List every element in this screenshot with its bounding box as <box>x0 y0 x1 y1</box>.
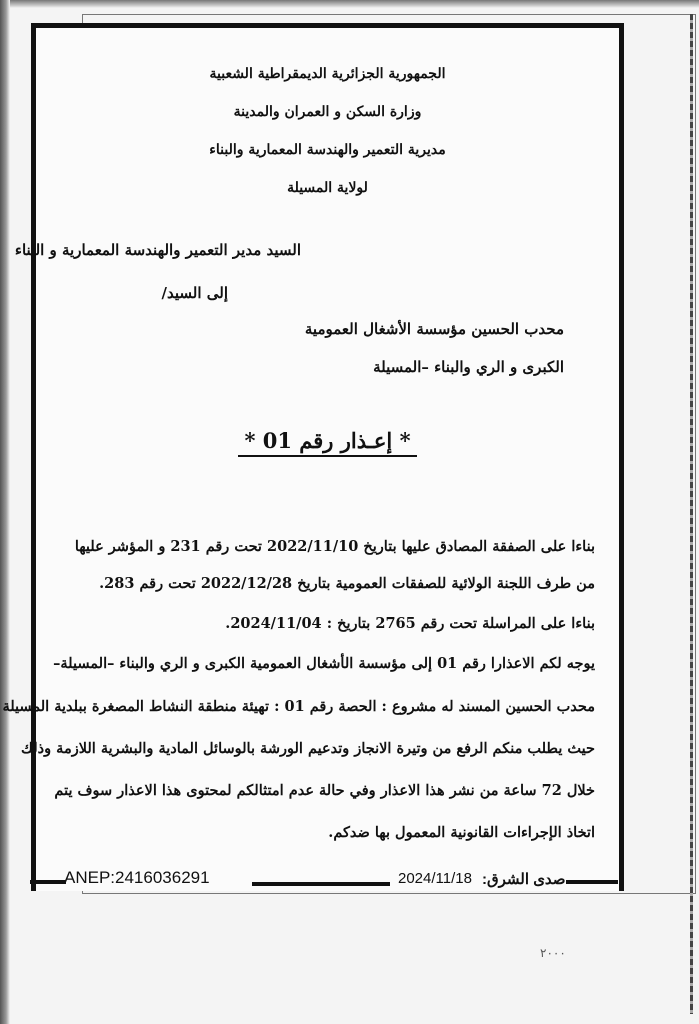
footer-rule-left <box>30 880 66 884</box>
header-directorate: مديرية التعمير والهندسة المعمارية والبناء <box>209 142 446 158</box>
scan-top-shadow <box>0 0 699 8</box>
header-ministry: وزارة السكن و العمران والمدينة <box>233 104 422 120</box>
notice-title-text: * إعـذار رقم 01 * <box>238 428 416 457</box>
recipient-line1: محدب الحسين مؤسسة الأشغال العمومية <box>304 320 564 338</box>
body-line: يوجه لكم الاعذارا رقم 01 إلى مؤسسة الأشغال العمومية الكبرى و الري والبناء –المسيلة– <box>53 655 595 672</box>
header-wilaya: لولاية المسيلة <box>287 180 368 196</box>
footer-rule-middle <box>252 882 390 886</box>
body-line: من طرف اللجنة الولائية للصفقات العمومية بتاريخ 2022/12/28 تحت رقم 283. <box>99 575 595 592</box>
page-edge <box>690 14 693 1014</box>
sender-to: إلى السيد/ <box>161 284 228 302</box>
sender-title: السيد مدير التعمير والهندسة المعمارية و البناء <box>14 241 301 259</box>
body-line: محدب الحسين المسند له مشروع : الحصة رقم 01 : تهيئة منطقة النشاط المصغرة ببلدية المسيلة <box>2 698 595 715</box>
body-line: بناءا على المراسلة تحت رقم 2765 بتاريخ : 2024/11/04. <box>225 615 595 632</box>
body-line: خلال 72 ساعة من نشر هذا الاعذار وفي حالة عدم امتثالكم لمحتوى هذا الاعذار سوف يتم <box>54 782 595 799</box>
recipient-line2: الكبرى و الري والبناء –المسيلة <box>373 358 564 376</box>
stray-mark: ٢٠٠٠ <box>540 946 566 960</box>
notice-title <box>36 428 619 453</box>
body-line: اتخاذ الإجراءات القانونية المعمول بها ضدكم. <box>328 824 595 841</box>
body-line: بناءا على الصفقة المصادق عليها بتاريخ 2022/11/10 تحت رقم 231 و المؤشر عليها <box>74 538 595 555</box>
publication-date: 2024/11/18 <box>398 870 472 887</box>
body-line: حيث يطلب منكم الرفع من وتيرة الانجاز وتدعيم الورشة بالوسائل المادية والبشرية اللازمة وذلك <box>21 740 595 757</box>
header-republic: الجمهورية الجزائرية الديمقراطية الشعبية <box>209 66 446 82</box>
scan-left-shadow <box>0 0 10 1024</box>
footer-rule-right <box>566 880 618 884</box>
notice-card <box>2 23 624 891</box>
footer <box>30 868 620 898</box>
newspaper-name: صدى الشرق: <box>482 871 566 888</box>
anep-code: ANEP:2416036291 <box>64 868 210 887</box>
